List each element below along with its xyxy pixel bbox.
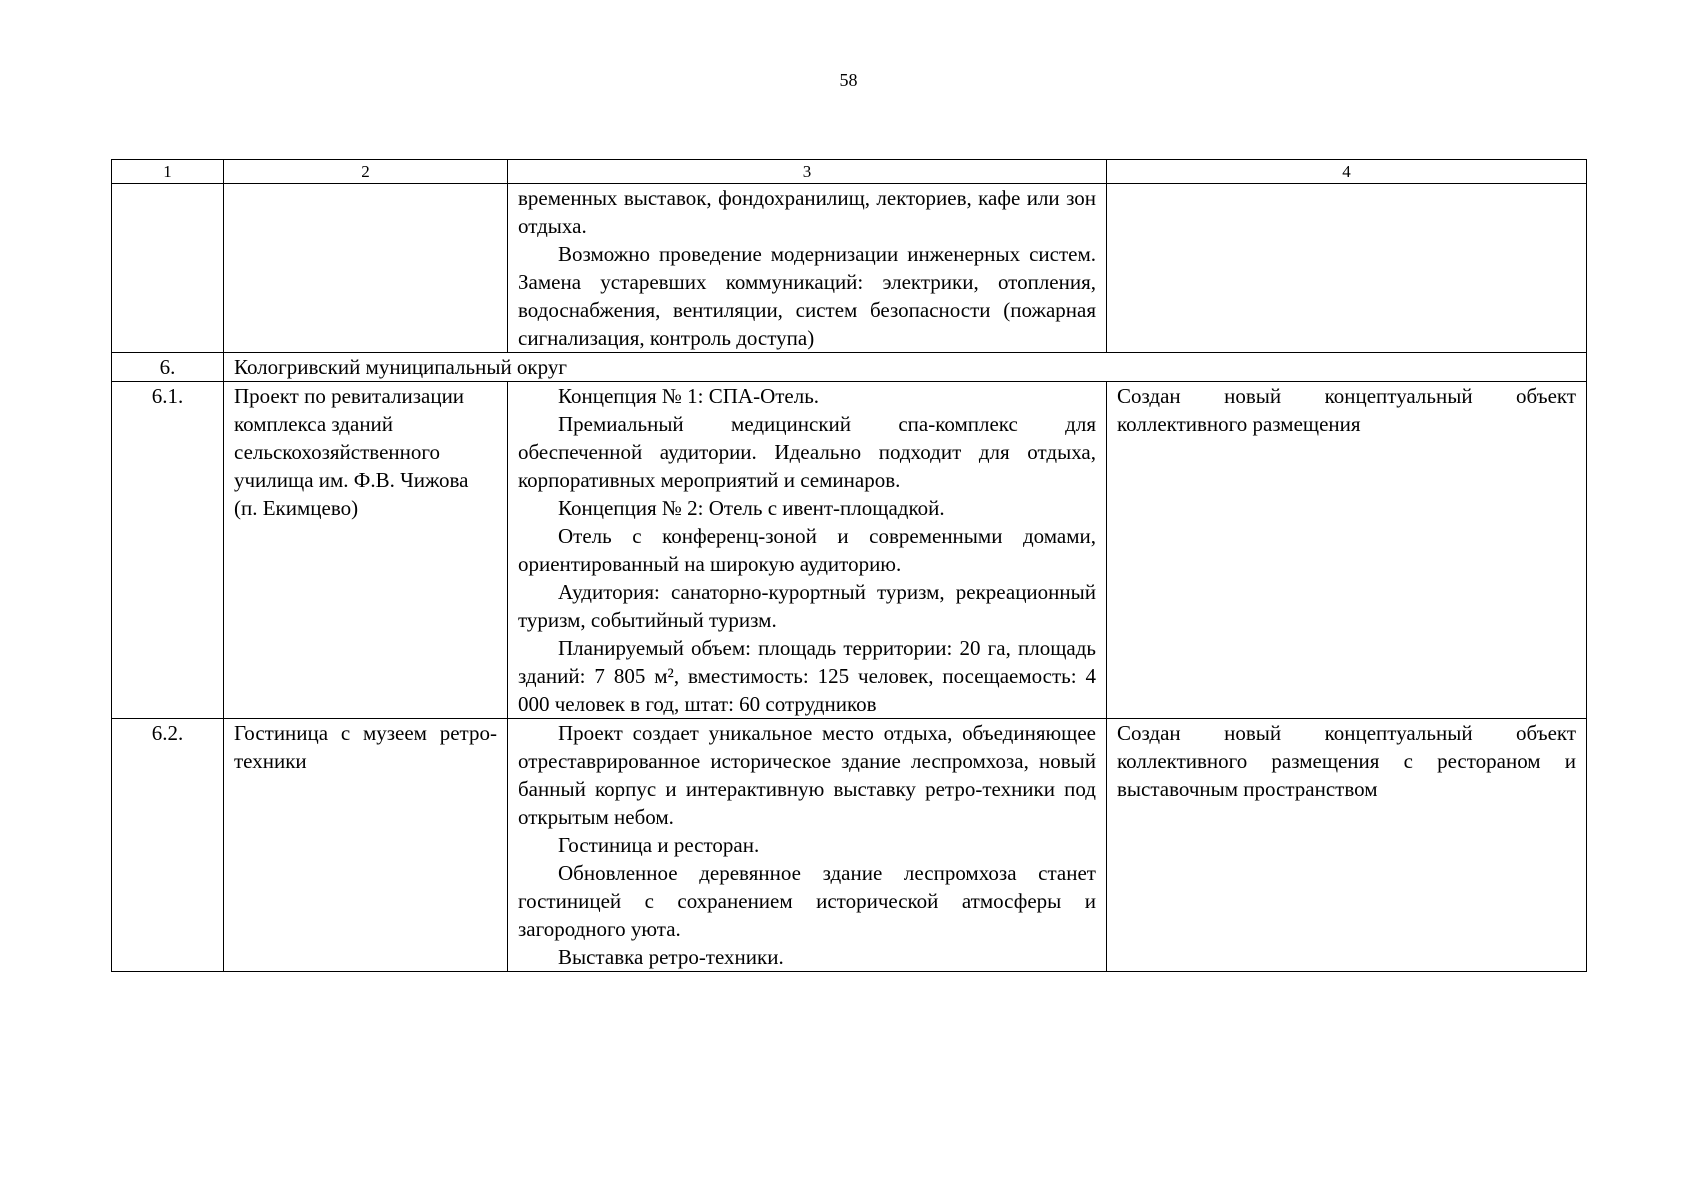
project-result: Создан новый концептуальный объект коллективного размещения с рестораном и выставочным пространством — [1107, 719, 1587, 972]
row-number: 6.2. — [112, 719, 224, 972]
project-name: Проект по ревитализации комплекса зданий сельскохозяйственного училища им. Ф.В. Чижова (п. Екимцево) — [224, 382, 508, 719]
section-title: Кологривский муниципальный округ — [224, 353, 1587, 382]
header-col-1: 1 — [112, 160, 224, 184]
description-paragraph: Концепция № 1: СПА-Отель. — [558, 384, 820, 408]
section-row — [112, 353, 1587, 382]
project-result: Создан новый концептуальный объект коллективного размещения — [1107, 382, 1587, 719]
description-paragraph: Планируемый объем: площадь территории: 20 га, площадь зданий: 7 805 м², вместимость: 125 человек, посещаемость: 4 000 человек в год, штат: 60 сотрудников — [518, 636, 1096, 716]
description-paragraph: Аудитория: санаторно-курортный туризм, рекреационный туризм, событийный туризм. — [518, 580, 1096, 632]
cell-description — [508, 382, 1107, 719]
table-row-continuation — [112, 184, 1587, 353]
cell-result — [1107, 184, 1587, 353]
cell-name — [224, 184, 508, 353]
cell-description — [508, 184, 1107, 353]
description-paragraph: Гостиница и ресторан. — [558, 833, 760, 857]
header-col-2: 2 — [224, 160, 508, 184]
header-col-4: 4 — [1107, 160, 1587, 184]
description-paragraph: Проект создает уникальное место отдыха, объединяющее отреставрированное историческое здание леспромхоза, новый банный корпус и интерактивную выставку ретро-техники под открытым небом. — [518, 721, 1096, 829]
description-paragraph: Возможно проведение модернизации инженерных систем. Замена устаревших коммуникаций: электрики, отопления, водоснабжения, вентиляции, систем безопасности (пожарная сигнализация, контроль доступа) — [518, 242, 1096, 350]
row-number: 6.1. — [112, 382, 224, 719]
cell-description — [508, 719, 1107, 972]
section-number: 6. — [112, 353, 224, 382]
description-paragraph: временных выставок, фондохранилищ, лекториев, кафе или зон отдыха. — [518, 186, 1096, 238]
projects-table — [111, 159, 1587, 972]
cell-number — [112, 184, 224, 353]
description-paragraph: Обновленное деревянное здание леспромхоза станет гостиницей с сохранением исторической атмосферы и загородного уюта. — [518, 861, 1096, 941]
page-number: 58 — [839, 70, 858, 90]
project-name: Гостиница с музеем ретро-техники — [224, 719, 508, 972]
table-header-row — [112, 160, 1587, 184]
table-row-6-2 — [112, 719, 1587, 972]
description-paragraph: Премиальный медицинский спа-комплекс для обеспеченной аудитории. Идеально подходит для отдыха, корпоративных мероприятий и семинаров. — [518, 412, 1096, 492]
header-col-3: 3 — [508, 160, 1107, 184]
description-paragraph: Отель с конференц-зоной и современными домами, ориентированный на широкую аудиторию. — [518, 524, 1096, 576]
description-paragraph: Концепция № 2: Отель с ивент-площадкой. — [558, 496, 945, 520]
table-row-6-1 — [112, 382, 1587, 719]
description-paragraph: Выставка ретро-техники. — [558, 945, 784, 969]
